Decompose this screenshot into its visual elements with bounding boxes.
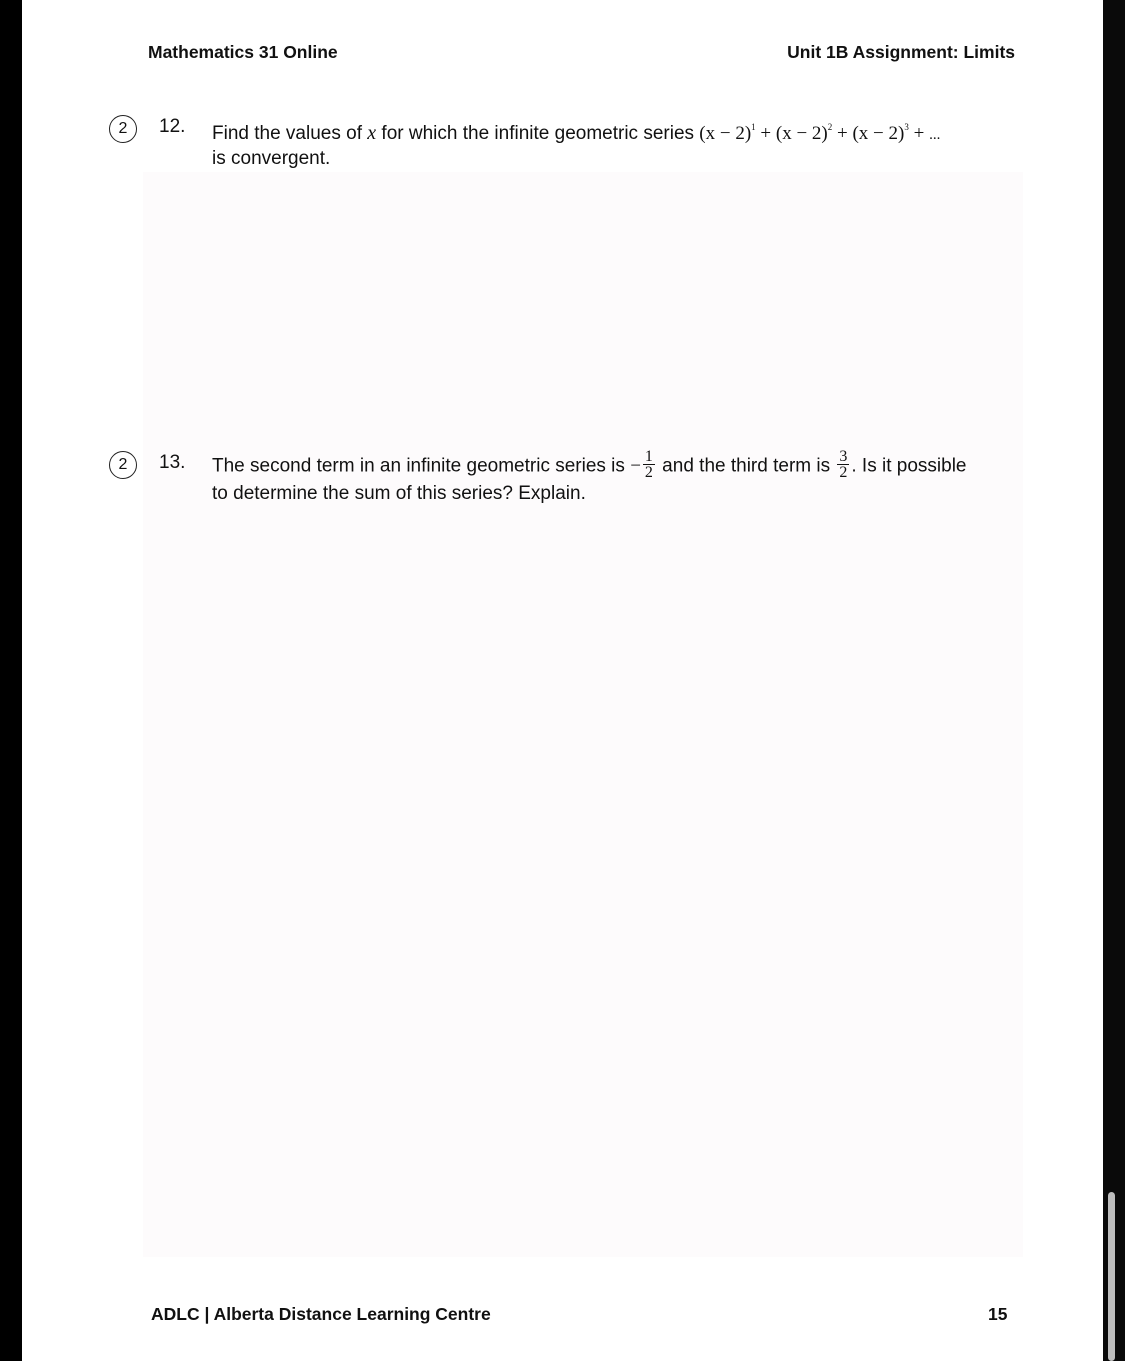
series-term-1: (x − 2) bbox=[699, 123, 752, 144]
exponent-3: 3 bbox=[904, 122, 909, 132]
fraction-2-denominator: 2 bbox=[839, 464, 848, 481]
series-term-2: (x − 2) bbox=[775, 123, 828, 144]
question-12-text-b: for which the infinite geometric series bbox=[376, 123, 700, 144]
minus-sign: − bbox=[630, 455, 641, 477]
plus-sign-1: + bbox=[760, 123, 772, 144]
question-13-marks: 2 bbox=[109, 451, 137, 479]
plus-sign-3: + bbox=[913, 123, 925, 144]
question-12-line2: is convergent. bbox=[212, 148, 331, 169]
question-13-line2: to determine the sum of this series? Explain. bbox=[212, 483, 586, 504]
series-expression bbox=[699, 123, 940, 144]
scrollbar-thumb[interactable] bbox=[1108, 1192, 1115, 1361]
document-page bbox=[22, 0, 1103, 1361]
scrollbar-track[interactable] bbox=[1103, 0, 1125, 1361]
question-13-text-a: The second term in an infinite geometric series is bbox=[212, 455, 631, 477]
fraction-neg-half bbox=[643, 449, 655, 480]
footer-source: ADLC | Alberta Distance Learning Centre bbox=[151, 1304, 491, 1324]
question-13-text bbox=[212, 448, 967, 506]
series-term-3: (x − 2) bbox=[852, 123, 905, 144]
fraction-three-halves bbox=[837, 449, 849, 480]
answer-area[interactable] bbox=[143, 172, 1023, 1257]
page-number: 15 bbox=[988, 1304, 1008, 1324]
plus-sign-2: + bbox=[837, 123, 848, 144]
question-13-text-b: and the third term is bbox=[656, 455, 836, 477]
assignment-title: Unit 1B Assignment: Limits bbox=[787, 42, 1015, 62]
fraction-1-numerator: 1 bbox=[644, 448, 653, 465]
question-12-text-a: Find the values of bbox=[212, 123, 368, 144]
question-13-number: 13. bbox=[159, 452, 186, 473]
question-12-marks: 2 bbox=[109, 115, 137, 143]
exponent-1: 1 bbox=[751, 122, 756, 132]
ellipsis: ... bbox=[929, 127, 941, 143]
course-title: Mathematics 31 Online bbox=[148, 42, 338, 62]
exponent-2: 2 bbox=[827, 122, 833, 132]
fraction-1-denominator: 2 bbox=[644, 464, 653, 481]
fraction-2-numerator: 3 bbox=[839, 448, 848, 465]
question-12-text bbox=[212, 115, 940, 171]
question-12-number: 12. bbox=[159, 116, 186, 137]
question-13-text-c: . Is it possible bbox=[851, 455, 967, 477]
variable-x: x bbox=[367, 122, 377, 144]
